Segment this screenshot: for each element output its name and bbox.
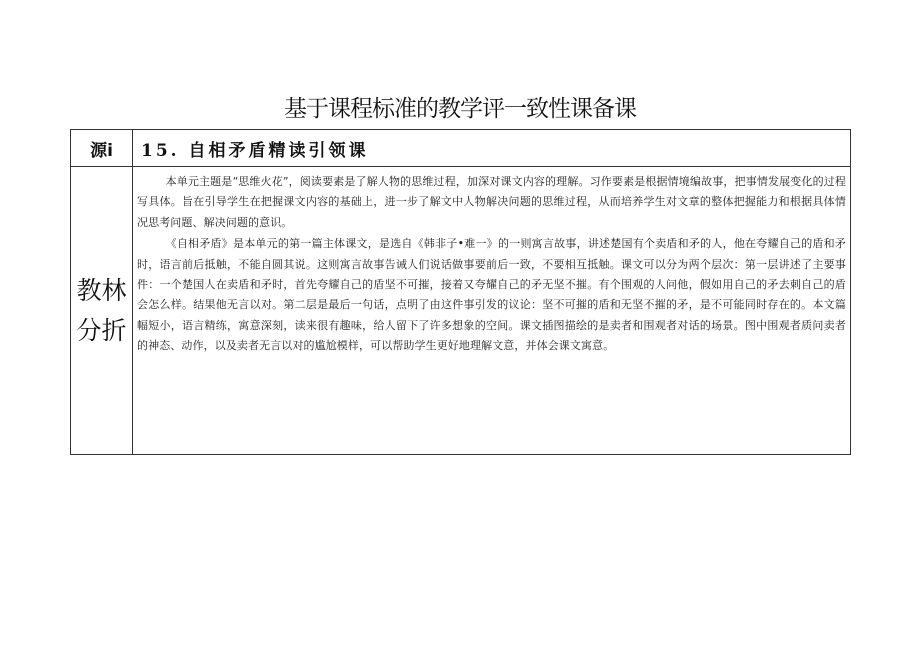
- analysis-paragraph-1: 本单元主题是“思维火花”，阅读要素是了解人物的思维过程，加深对课文内容的理解。习作要素是根据情境编故事，把事情发展变化的过程写具体。旨在引导学生在把握课文内容的基础上，进一步了解文中人物解决问题的思维过程，从而培养学生对文章的整体把握能力和根据具体情况思考问题、解决问题的意识。: [137, 175, 846, 229]
- lesson-title-cell: 15. 自相矛盾精读引领课: [133, 130, 851, 167]
- textbook-analysis-row: [71, 167, 851, 455]
- header-label-cell: 源i: [71, 130, 133, 167]
- section-label-cell: [71, 167, 133, 455]
- analysis-paragraph-2: 《自相矛盾》是本单元的第一篇主体课文，是选自《韩非子•难一》的一则寓言故事，讲述楚国有个卖盾和矛的人，他在夸耀自己的盾和矛时，语言前后抵触，不能自圆其说。这则寓言故事告诫人们说话做事要前后一致，不要相互抵触。课文可以分为两个层次：第一层讲述了主要事件：一个楚国人在卖盾和矛时，首先夸耀自己的盾坚不可摧，接着又夸耀自己的矛无坚不摧。有个围观的人问他，假如用自己的矛去刺自己的盾会怎么样。结果他无言以对。第二层是最后一句话，点明了由这件事引发的议论：坚不可摧的盾和无坚不摧的矛，是不可能同时存在的。本文篇幅短小，语言精练，寓意深刻，读来很有趣味，给人留下了许多想象的空间。课文插图描绘的是卖者和围观者对话的场景。图中围观者质问卖者的神态、动作，以及卖者无言以对的尴尬模样，可以帮助学生更好地理解文意，并体会课文寓意。: [137, 237, 846, 353]
- section-label-line-2: 分折: [76, 315, 127, 345]
- analysis-content-cell: [133, 167, 851, 455]
- table-header-row: [71, 130, 851, 167]
- lesson-plan-table: [70, 129, 851, 455]
- section-label-line-1: 教林: [76, 275, 127, 305]
- document-title: 基于课程标准的教学评一致性课备课: [284, 96, 636, 122]
